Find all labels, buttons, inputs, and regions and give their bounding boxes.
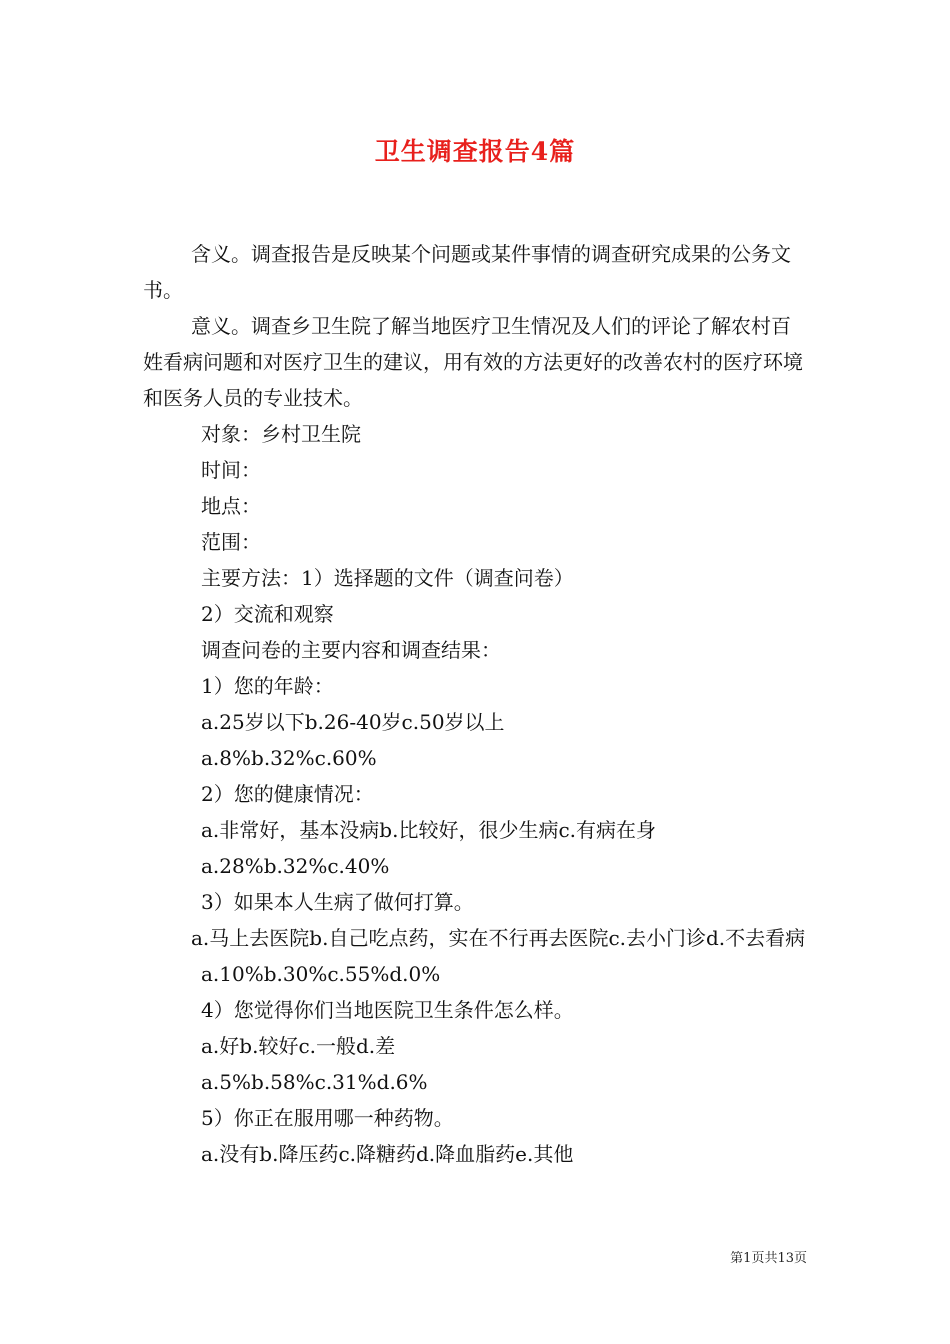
page-number: 第1页共13页	[730, 1251, 807, 1266]
question-3-options: a.马上去医院b.自己吃点药，实在不行再去医院c.去小门诊d.不去看病	[191, 926, 806, 950]
question-1-results: a.8%b.32%c.60%	[201, 746, 377, 770]
paragraph-significance: 意义。调查乡卫生院了解当地医疗卫生情况及人们的评论了解农村百姓看病问题和对医疗卫生的建议，用有效的方法更好的改善农村的医疗环境和医务人员的专业技术。	[143, 314, 803, 410]
question-3-results: a.10%b.30%c.55%d.0%	[201, 962, 441, 986]
question-2-results: a.28%b.32%c.40%	[201, 854, 390, 878]
question-5: 5）你正在服用哪一种药物。	[201, 1106, 454, 1130]
line-location: 地点：	[201, 494, 261, 518]
question-4-results: a.5%b.58%c.31%d.6%	[201, 1070, 428, 1094]
line-subject: 对象：乡村卫生院	[201, 422, 361, 446]
question-1-options: a.25岁以下b.26-40岁c.50岁以上	[201, 710, 505, 734]
question-4-options: a.好b.较好c.一般d.差	[201, 1034, 396, 1058]
question-5-options: a.没有b.降压药c.降糖药d.降血脂药e.其他	[201, 1142, 574, 1166]
line-survey-intro: 调查问卷的主要内容和调查结果：	[201, 638, 501, 662]
question-2: 2）您的健康情况：	[201, 782, 374, 806]
document-title: 卫生调查报告4篇	[374, 137, 576, 166]
paragraph-definition: 含义。调查报告是反映某个问题或某件事情的调查研究成果的公务文书。	[143, 242, 791, 302]
question-3: 3）如果本人生病了做何打算。	[201, 890, 474, 914]
line-scope: 范围：	[201, 530, 261, 554]
document-body	[143, 236, 808, 1172]
line-methods-2: 2）交流和观察	[201, 602, 334, 626]
question-4: 4）您觉得你们当地医院卫生条件怎么样。	[201, 998, 574, 1022]
question-2-options: a.非常好，基本没病b.比较好，很少生病c.有病在身	[201, 818, 656, 842]
question-1: 1）您的年龄：	[201, 674, 334, 698]
line-time: 时间：	[201, 458, 261, 482]
line-methods: 主要方法：1）选择题的文件（调查问卷）	[201, 566, 574, 590]
